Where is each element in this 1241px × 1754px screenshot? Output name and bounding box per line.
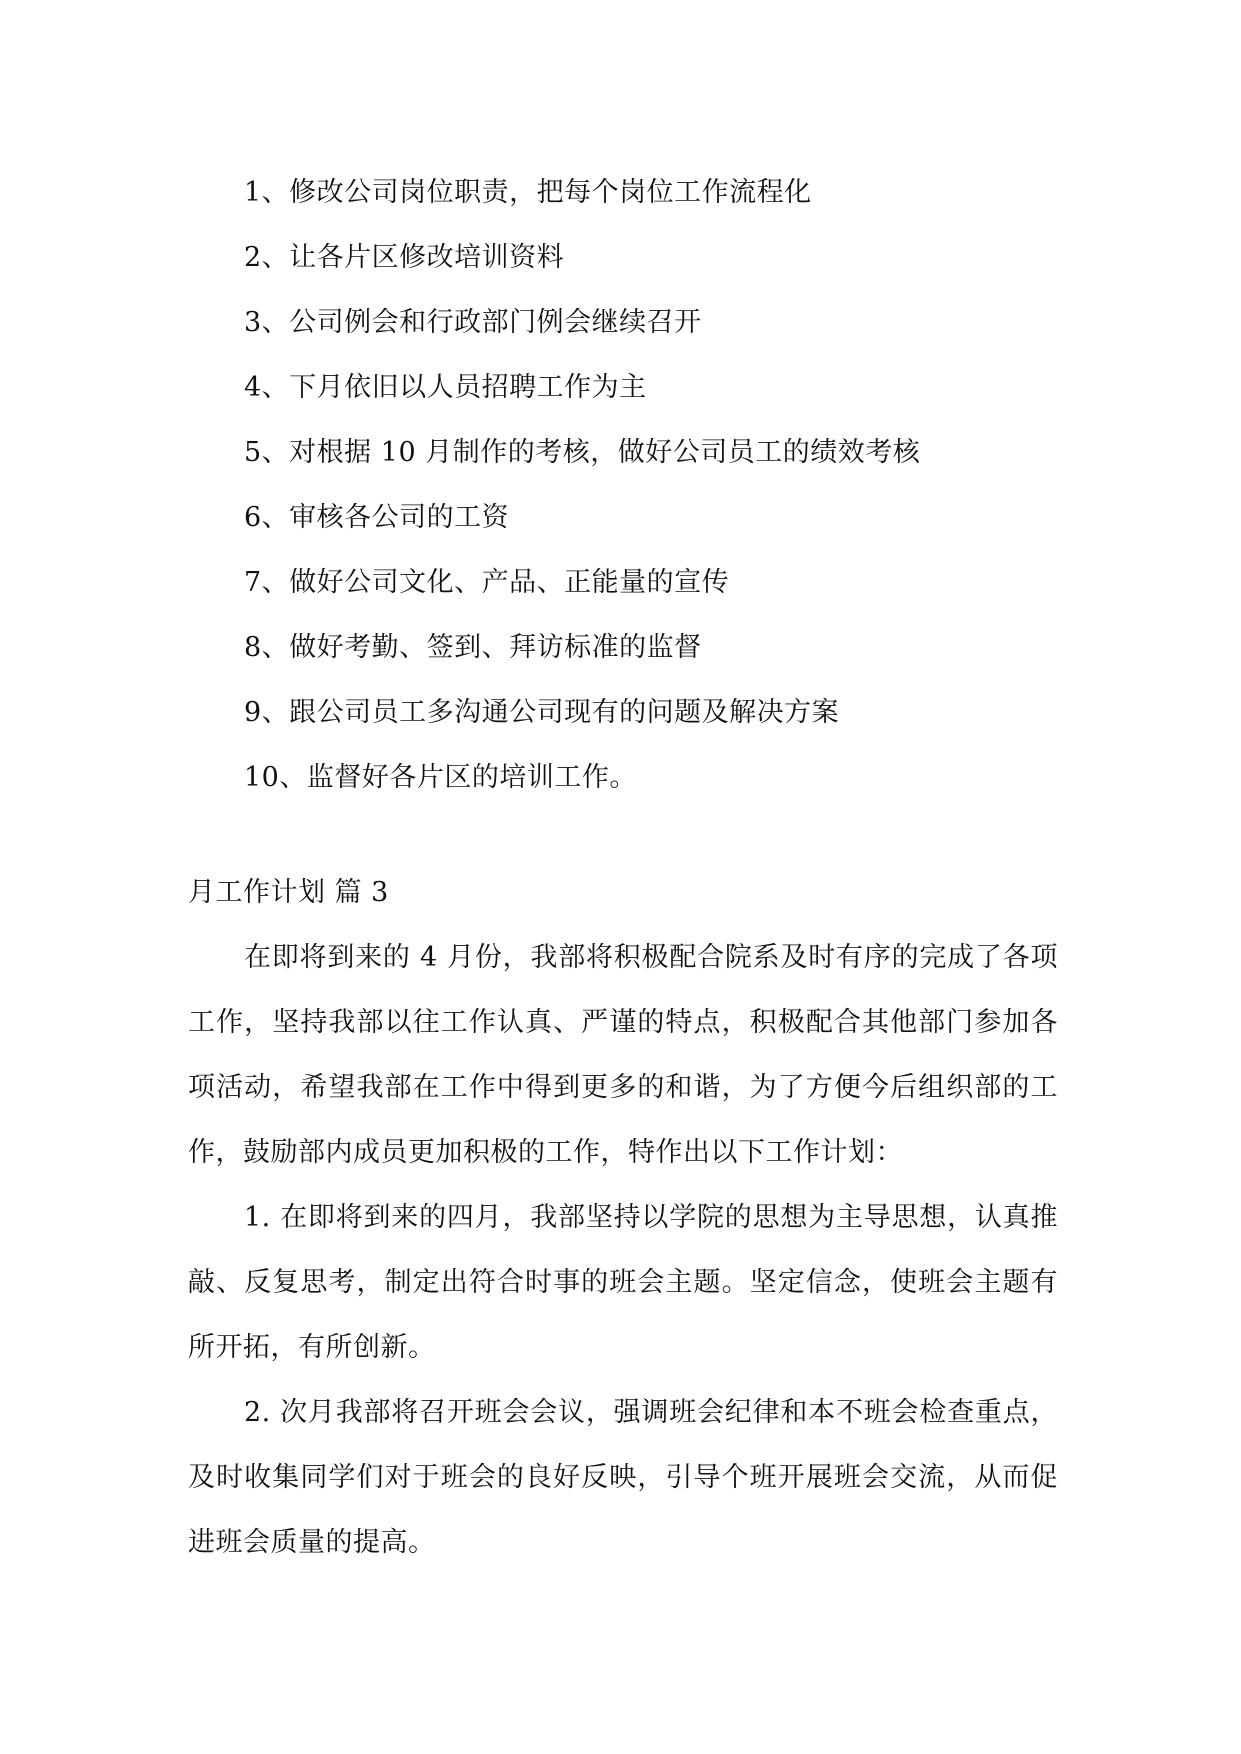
- paragraph-point-2: 2. 次月我部将召开班会会议，强调班会纪律和本不班会检查重点，及时收集同学们对于班会的良好反映，引导个班开展班会交流，从而促进班会质量的提高。: [188, 1397, 1058, 1558]
- list-item: 5、对根据 10 月制作的考核，做好公司员工的绩效考核: [244, 437, 921, 468]
- page-content: [188, 160, 1058, 1575]
- list-item: 8、做好考勤、签到、拜访标准的监督: [244, 632, 702, 663]
- list-item: 4、下月依旧以人员招聘工作为主: [244, 372, 647, 403]
- list-item: 6、审核各公司的工资: [244, 502, 510, 533]
- list-item: 7、做好公司文化、产品、正能量的宣传: [244, 567, 730, 598]
- section-heading: 月工作计划 篇 3: [188, 877, 389, 908]
- list-item: 3、公司例会和行政部门例会继续召开: [244, 307, 702, 338]
- list-item: 10、监督好各片区的培训工作。: [244, 762, 637, 793]
- work-item-list: [188, 160, 1058, 810]
- paragraph-point-1: 1. 在即将到来的四月，我部坚持以学院的思想为主导思想，认真推敲、反复思考，制定出符合时事的班会主题。坚定信念，使班会主题有所开拓，有所创新。: [188, 1202, 1058, 1363]
- list-item: 1、修改公司岗位职责，把每个岗位工作流程化: [244, 177, 812, 208]
- paragraph-intro: 在即将到来的 4 月份，我部将积极配合院系及时有序的完成了各项工作，坚持我部以往工作认真、严谨的特点，积极配合其他部门参加各项活动，希望我部在工作中得到更多的和谐，为了方便今后组织部的工作，鼓励部内成员更加积极的工作，特作出以下工作计划：: [188, 942, 1058, 1168]
- list-item: 2、让各片区修改培训资料: [244, 242, 565, 273]
- list-item: 9、跟公司员工多沟通公司现有的问题及解决方案: [244, 697, 840, 728]
